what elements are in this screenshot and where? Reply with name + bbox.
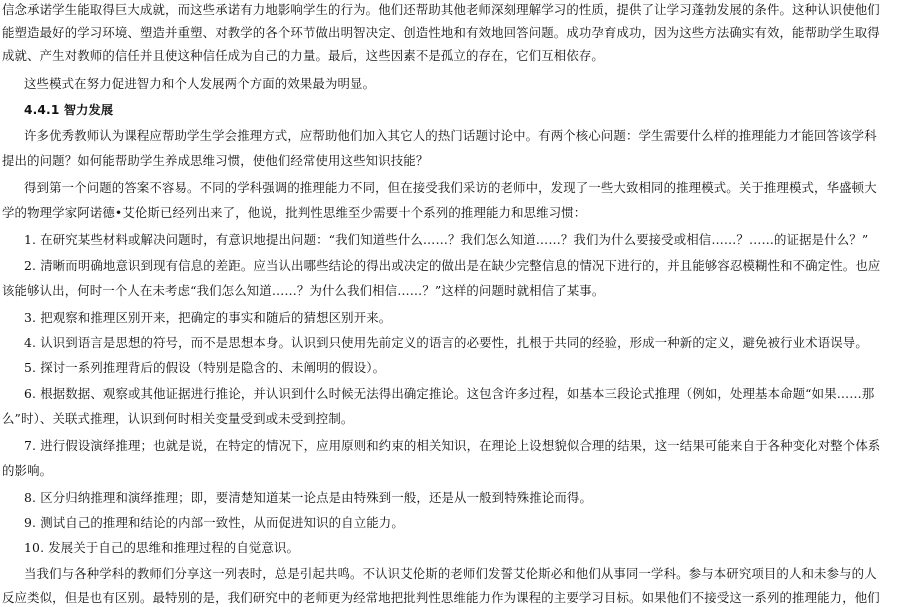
- list-item: 7. 进行假设演绎推理；也就是说，在特定的情况下，应用原则和约束的相关知识，在理论上设想貌似合理的结果，这一结果可能来自于各种变化对整个体系: [24, 438, 881, 453]
- list-item-continuation: 该能够认出，何时一个人在未考虑“我们怎么知道……？为什么我们相信……？”这样的问题时就相信了某事。: [2, 283, 605, 298]
- list-item: 4. 认识到语言是思想的符号，而不是思想本身。认识到只使用先前定义的语言的必要性，扎根于共同的经验，形成一种新的定义，避免被行业术语误导。: [24, 335, 868, 350]
- section-heading: 4.4.1 智力发展: [24, 103, 114, 117]
- list-item: 5. 探讨一系列推理背后的假设（特别是隐含的、未阐明的假设）。: [24, 360, 386, 375]
- list-item: 1. 在研究某些材料或解决问题时，有意识地提出问题：“我们知道些什么……？我们怎么知道……？我们为什么要接受或相信……？……的证据是什么？”: [24, 232, 869, 247]
- list-item: 6. 根据数据、观察或其他证据进行推论，并认识到什么时候无法得出确定推论。这包含许多过程，如基本三段论式推理（例如，处理基本命题“如果……那: [24, 386, 875, 401]
- paragraph-line: 提出的问题？如何能帮助学生养成思维习惯，使他们经常使用这些知识技能？: [2, 153, 429, 168]
- list-item: 2. 清晰而明确地意识到现有信息的差距。应当认出哪些结论的得出或决定的做出是在缺少完整信息的情况下进行的，并且能够容忍模糊性和不确定性。也应: [24, 258, 881, 273]
- paragraph-line: 信念承诺学生能取得巨大成就，而这些承诺有力地影响学生的行为。他们还帮助其他老师深刻理解学习的性质，提供了让学习蓬勃发展的条件。这种认识使他们: [2, 2, 880, 17]
- paragraph-line: 许多优秀教师认为课程应帮助学生学会推理方式，应帮助他们加入其它人的热门话题讨论中。有两个核心问题：学生需要什么样的推理能力才能回答该学科: [24, 128, 877, 143]
- paragraph-line: 反应类似，但是也有区别。最特别的是，我们研究中的老师更为经常地把批判性思维能力作为课程的主要学习目标。如果他们不接受这一系列的推理能力，他们: [2, 590, 880, 605]
- list-item: 8. 区分归纳推理和演绎推理；即，要清楚知道某一论点是由特殊到一般，还是从一般到特殊推论而得。: [24, 490, 592, 505]
- paragraph-line: 这些模式在努力促进智力和个人发展两个方面的效果最为明显。: [24, 76, 376, 91]
- paragraph-line: 能塑造最好的学习环境、塑造并重塑、对教学的各个环节做出明智决定、创造性地和有效地回答问题。成功孕育成功，因为这些方法确实有效，能帮助学生取得: [2, 25, 880, 40]
- list-item: 10. 发展关于自己的思维和推理过程的自觉意识。: [24, 540, 300, 555]
- list-item: 3. 把观察和推理区别开来，把确定的事实和随后的猜想区别开来。: [24, 310, 392, 325]
- list-item: 9. 测试自己的推理和结论的内部一致性，从而促进知识的自立能力。: [24, 515, 404, 530]
- paragraph-line: 成就、产生对教师的信任并且使这种信任成为自己的力量。最后，这些因素不是孤立的存在，它们互相依存。: [2, 48, 604, 63]
- list-item-continuation: 么”时）、关联式推理，认识到何时相关变量受到或未受到控制。: [2, 411, 354, 426]
- paragraph-line: 当我们与各种学科的教师们分享这一列表时，总是引起共鸣。不认识艾伦斯的老师们发誓艾伦斯必和他们从事同一学科。参与本研究项目的人和未参与的人: [24, 566, 877, 581]
- list-item-continuation: 的影响。: [2, 463, 53, 478]
- paragraph-line: 得到第一个问题的答案不容易。不同的学科强调的推理能力不同，但在接受我们采访的老师中，发现了一些大致相同的推理模式。关于推理模式，华盛顿大: [24, 180, 877, 195]
- paragraph-line: 学的物理学家阿诺德•艾伦斯已经列出来了，他说，批判性思维至少需要十个系列的推理能力和思维习惯：: [2, 205, 587, 220]
